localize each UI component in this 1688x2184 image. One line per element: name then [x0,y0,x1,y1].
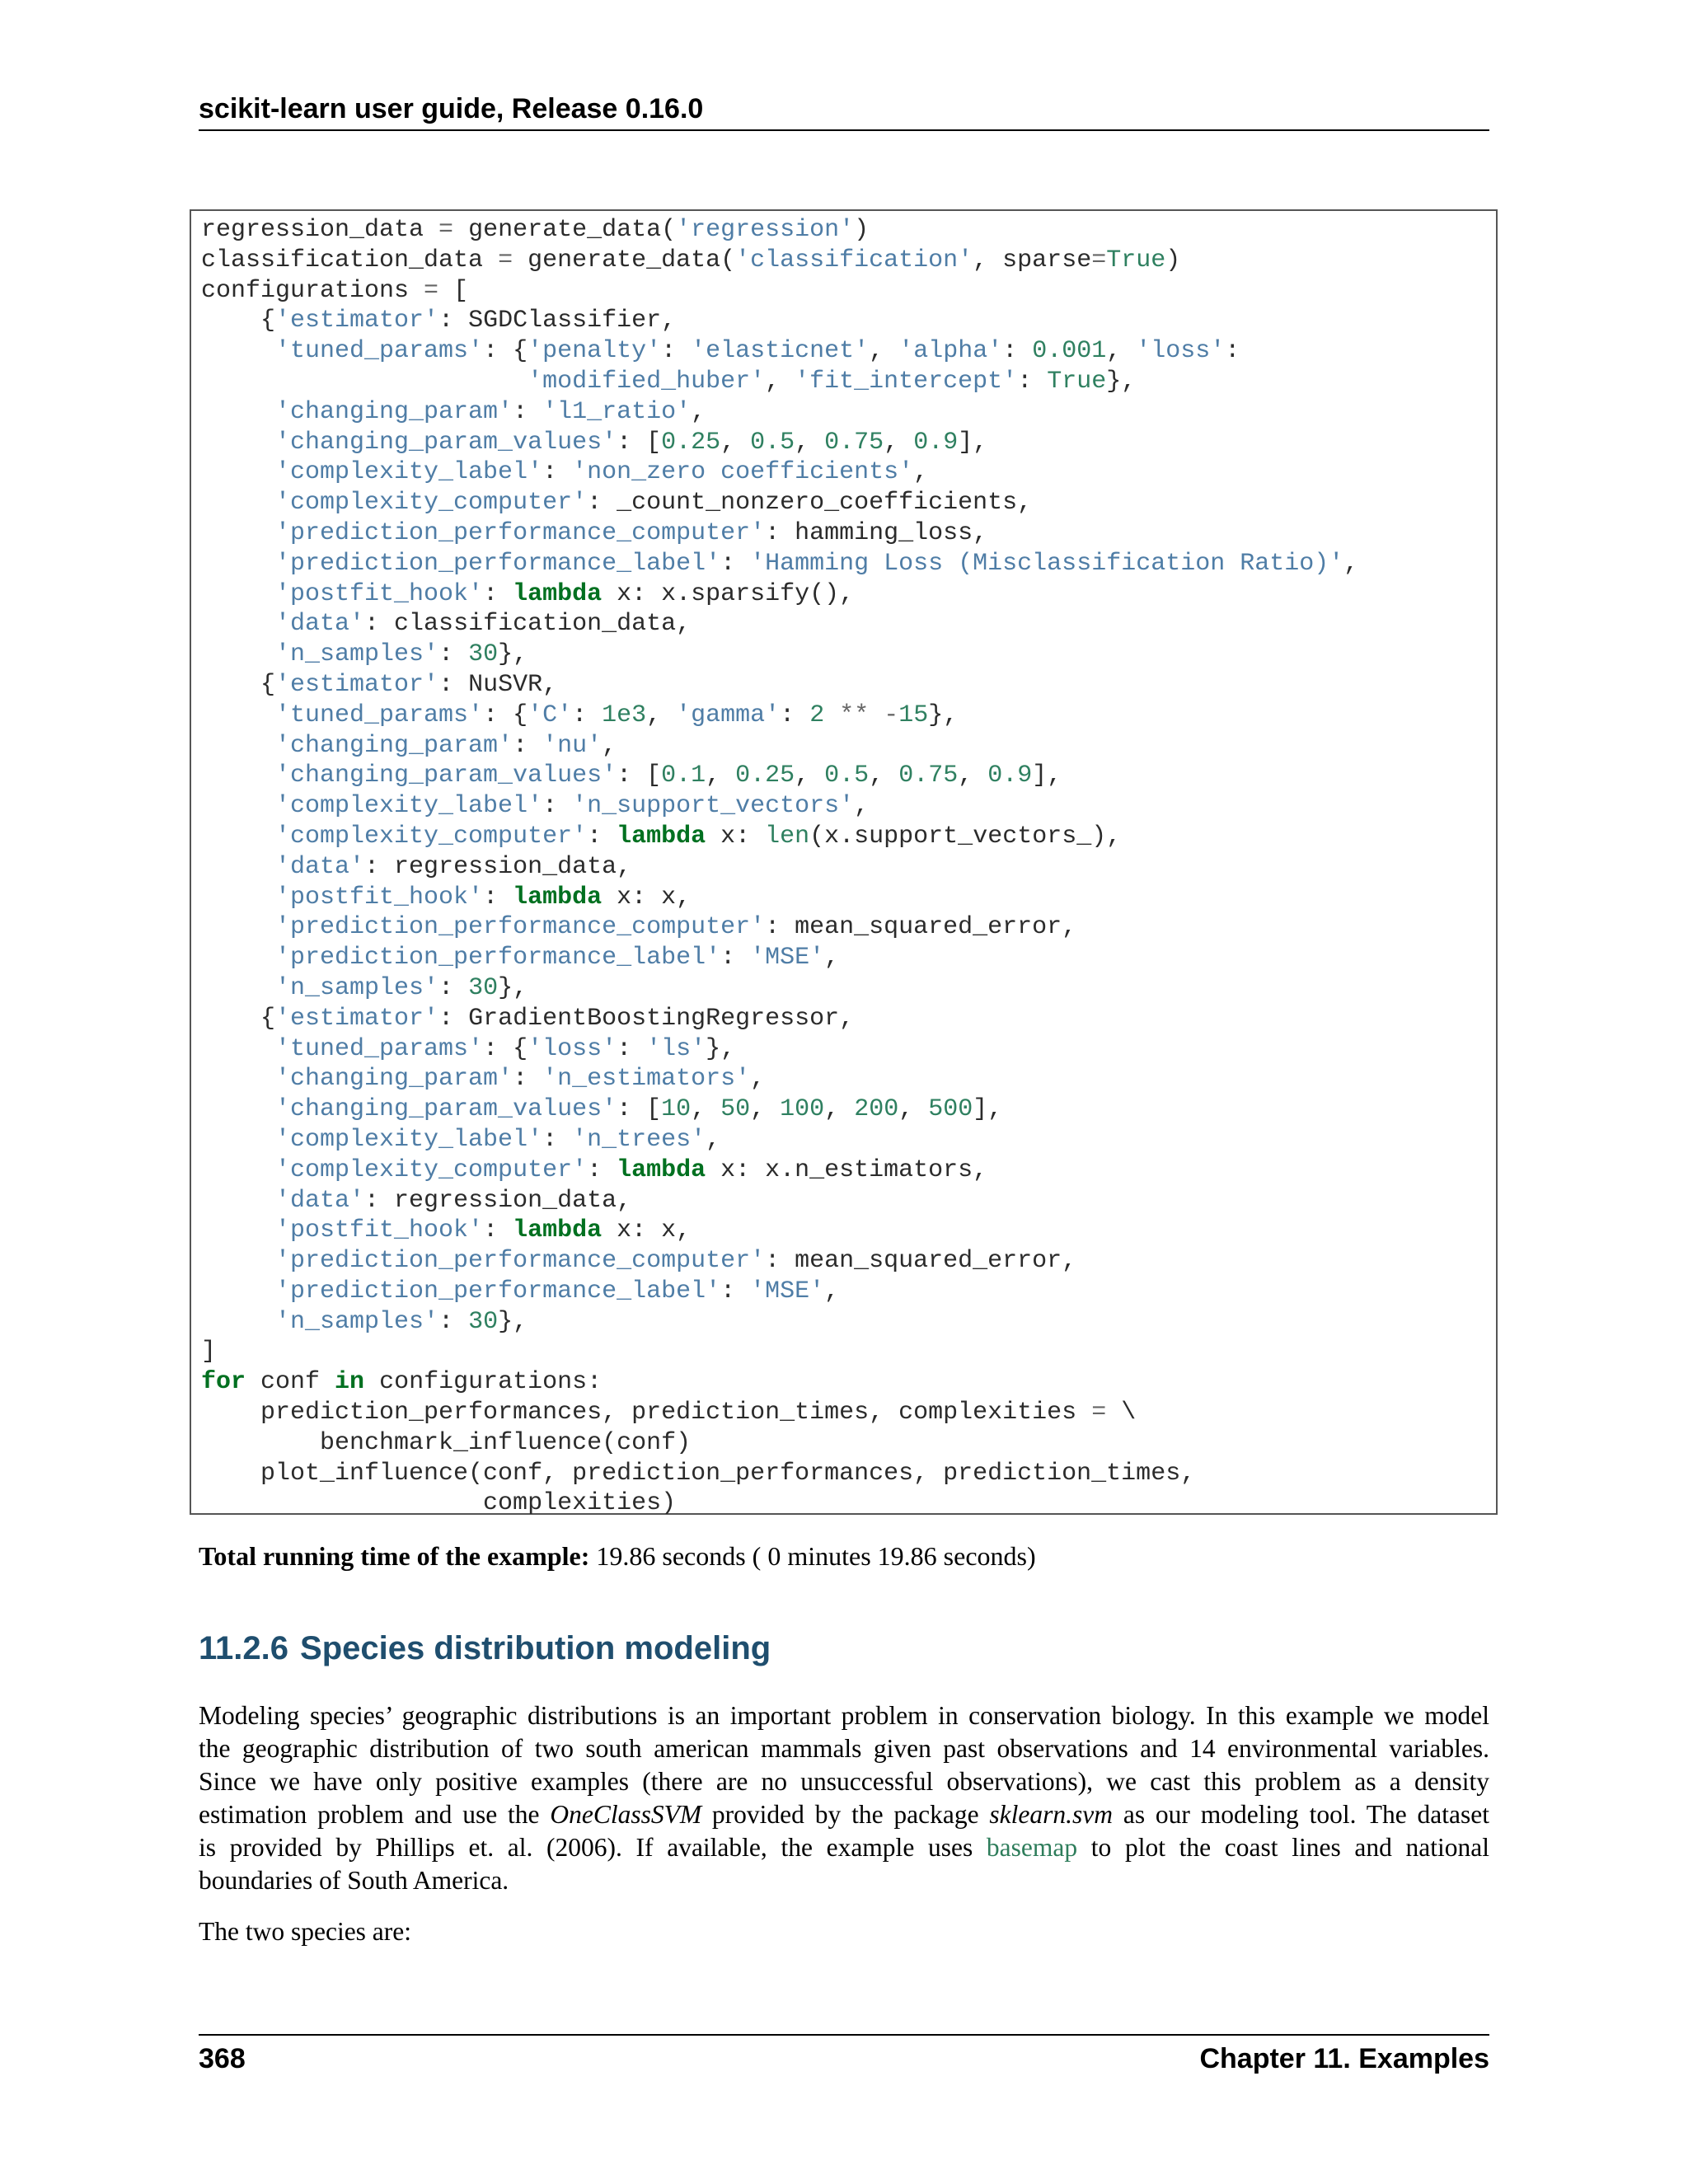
code-token: 'Hamming Loss (Misclassification Ratio)' [750,549,1344,578]
intro-line-5 [199,1831,1489,1864]
code-line [201,1307,1358,1338]
code-token [201,1156,275,1184]
code-token: = [498,246,513,274]
code-token: 'data' [275,610,365,639]
code-token [201,732,275,760]
code-line [201,670,1358,701]
code-token: plot_influence(conf, prediction_performances, prediction_times, [201,1459,1196,1488]
code-token: 'changing_param' [275,397,513,426]
code-token [201,1308,275,1336]
code-token: 500 [928,1095,973,1124]
running-time-paragraph [199,1540,1036,1572]
code-token: : GradientBoostingRegressor, [438,1004,855,1033]
code-token: 0.5 [750,428,795,457]
code-token: 'classification' [735,246,973,274]
code-token: 'fit_intercept' [795,367,1018,396]
code-token: : { [483,701,528,729]
code-token: prediction_performances, prediction_times, complexities [201,1399,1092,1427]
code-token: : [483,579,513,608]
code-token: complexities) [201,1489,677,1518]
code-token: regression_data [201,216,439,244]
header-title: scikit-learn user guide, Release 0.16.0 [199,93,704,124]
code-token: , [720,428,751,457]
code-token: : classification_data, [364,610,692,639]
code-token: : [513,397,543,426]
code-token: 'n_samples' [275,640,439,669]
code-token: { [201,307,276,335]
section-title: Species distribution modeling [300,1630,771,1666]
intro-line-2: the geographic distribution of two south american mammals given past observations and 14 environmental variables. [199,1734,1489,1763]
code-line [201,883,1358,913]
running-time-value: 19.86 seconds ( 0 minutes 19.86 seconds) [589,1541,1036,1571]
code-token: 'MSE' [750,1277,825,1305]
code-token [201,429,275,457]
code-token [201,1035,275,1063]
running-time-label: Total running time of the example: [199,1541,590,1571]
code-token [201,1187,275,1215]
code-token [201,519,275,547]
code-line [201,367,1358,397]
code-token: 'prediction_performance_label' [275,1277,721,1305]
code-token [201,337,275,365]
page-number: 368 [199,2043,246,2074]
code-token: 'data' [275,852,365,881]
code-token: : NuSVR, [438,670,558,699]
code-token: lambda [617,1155,706,1184]
code-line [201,549,1358,579]
code-token [201,1247,275,1275]
intro-line-1: Modeling species’ geographic distributions is an important problem in conservation biology. In this example we model [199,1701,1489,1730]
code-token: \ [1106,1399,1137,1427]
code-token [201,853,275,881]
code-token: 'prediction_performance_computer' [275,518,766,547]
code-token: classification_data [201,246,499,274]
code-token: ], [1032,762,1062,790]
code-token: 'complexity_computer' [275,1155,588,1184]
intro-text-segment: to plot the coast lines and national [1077,1833,1489,1862]
code-token: 'alpha' [898,337,1003,366]
code-token: : { [483,1034,528,1063]
code-token: 'complexity_label' [275,458,543,487]
code-token: : [ [617,428,662,457]
page-footer [199,2041,1489,2077]
code-token: 'prediction_performance_label' [275,944,721,972]
code-line [201,518,1358,549]
code-token: : [513,1065,543,1094]
code-token: x: x.n_estimators, [706,1155,988,1184]
intro-text-segment: is provided by Phillips et. al. (2006). If available, the example uses [199,1833,987,1862]
code-token: 'n_support_vectors' [572,792,855,821]
code-token [201,1095,275,1123]
code-token [201,368,528,396]
code-line [201,1398,1358,1428]
code-line [201,215,1358,246]
code-token: : [542,1125,573,1154]
code-token: : [542,792,573,821]
code-line [201,1034,1358,1065]
footer-divider [199,2034,1489,2036]
code-token: lambda [513,579,603,608]
code-token: , [795,428,825,457]
code-line [201,1428,1358,1459]
code-token: 'loss' [1136,337,1226,366]
code-token: 'ls' [646,1034,706,1063]
code-token: }, [498,1307,528,1336]
code-token: 'tuned_params' [275,701,484,729]
code-token: , [706,762,736,790]
code-token: 30 [468,973,499,1002]
code-token: 30 [468,640,499,669]
code-token: , [602,731,617,760]
code-token: : [617,1034,647,1063]
code-token: : [438,1307,469,1336]
code-token [201,823,275,851]
intro-line-4 [199,1798,1489,1831]
code-token: 'prediction_performance_label' [275,549,721,578]
intro-text-segment: provided by the package [701,1800,990,1829]
code-token: x: x, [602,883,692,912]
code-line [201,1216,1358,1246]
code-token [869,701,884,729]
code-token: (x.support_vectors_), [809,822,1122,851]
code-token: : _count_nonzero_coefficients, [587,489,1033,518]
code-line [201,973,1358,1004]
code-token: }, [1106,367,1137,396]
code-token: 'n_samples' [275,1307,439,1336]
code-token: 'prediction_performance_computer' [275,1247,766,1276]
code-token: 'complexity_computer' [275,489,588,518]
code-token: 'modified_huber' [528,367,766,396]
code-token: 1e3 [602,701,647,729]
code-token: , [884,428,914,457]
code-line [201,457,1358,488]
code-token [201,1277,275,1305]
code-token: 'n_trees' [572,1125,706,1154]
code-token: : hamming_loss, [765,518,988,547]
code-token: , [691,1095,721,1124]
code-token: [ [438,276,469,305]
code-token: 'elasticnet' [691,337,870,366]
code-token: : [661,337,692,366]
species-intro-paragraph [199,1915,1489,1948]
code-token: : [542,458,573,487]
code-token [824,701,839,729]
code-token: lambda [513,1216,603,1245]
code-token [201,883,275,912]
code-block [190,209,1498,1518]
code-token: 'complexity_computer' [275,822,588,851]
code-token: , [646,701,677,729]
code-token: 50 [720,1095,751,1124]
code-token: ** [839,701,870,729]
code-token: : [513,731,543,760]
code-token: 'n_estimators' [542,1065,751,1094]
code-token: 'changing_param_values' [275,1095,617,1124]
code-token: 0.25 [735,762,795,790]
code-line [201,1488,1358,1519]
code-token: }, [706,1034,736,1063]
code-line [201,336,1358,367]
code-token: 'changing_param_values' [275,428,617,457]
code-token: , [958,762,988,790]
code-token: 'complexity_label' [275,1125,543,1154]
code-token: x: x.sparsify(), [602,579,855,608]
code-token: = [1091,246,1107,274]
code-line [201,912,1358,943]
code-token [201,762,275,790]
code-token: 'C' [528,701,573,729]
intro-line-3: Since we have only positive examples (there are no unsuccessful observations), we cast this problem as a density [199,1767,1489,1796]
code-token: 'prediction_performance_computer' [275,913,766,942]
code-token: , [824,944,840,972]
code-line [201,428,1358,458]
code-token: { [201,670,276,699]
code-token [201,458,275,486]
code-token: 'non_zero coefficients' [572,458,914,487]
code-token: 0.75 [824,428,884,457]
code-token: conf [246,1368,335,1397]
intro-text-segment: estimation problem and use the [199,1800,551,1829]
code-token: 100 [780,1095,825,1124]
code-token: { [201,1004,276,1033]
code-token [201,580,275,608]
code-line [201,246,1358,276]
code-token: 'MSE' [750,944,825,972]
code-token: : [572,701,603,729]
intro-paragraph [199,1699,1489,1897]
code-token: , [869,337,899,366]
code-line [201,1277,1358,1307]
code-token: }, [498,640,528,669]
code-token [201,489,275,517]
code-token: : [438,640,469,669]
code-token: ] [201,1338,217,1366]
intro-line-6: boundaries of South America. [199,1866,509,1895]
running-header [199,91,1489,127]
code-token: 'estimator' [275,670,439,699]
code-token: : [780,701,810,729]
code-token [201,610,275,638]
code-token: : [438,973,469,1002]
code-token: lambda [617,822,706,851]
code-line [201,701,1358,731]
code-token [201,398,275,426]
code-token: , [854,792,870,821]
code-token: ], [973,1095,1003,1124]
section-number: 11.2.6 [199,1630,289,1666]
code-token: 'complexity_label' [275,792,543,821]
code-token: }, [498,973,528,1002]
code-token: : [587,822,617,851]
code-token: True [1106,246,1166,274]
code-line [201,731,1358,762]
code-token: 'loss' [528,1034,617,1063]
code-token: , [765,367,795,396]
code-line [201,397,1358,428]
code-token: 'l1_ratio' [542,397,692,426]
code-token: : { [483,337,528,366]
code-token: configurations: [364,1368,603,1397]
code-token: : mean_squared_error, [765,913,1077,942]
code-token: : [483,1216,513,1245]
code-token: : SGDClassifier, [438,307,677,335]
code-token: , [750,1065,766,1094]
code-line [201,276,1358,307]
code-token [201,1126,275,1154]
code-token: : [720,1277,751,1305]
code-line [201,609,1358,640]
code-token: 0.9 [987,762,1033,790]
code-line [201,306,1358,336]
code-token: 'postfit_hook' [275,883,484,912]
code-line [201,943,1358,973]
code-token: 2 [809,701,825,729]
code-token [201,944,275,972]
code-token: 0.9 [913,428,959,457]
code-line [201,1004,1358,1034]
code-token: ) [1165,246,1181,274]
code-token: 'postfit_hook' [275,579,484,608]
code-token: x: x, [602,1216,692,1245]
code-token: ], [958,428,988,457]
code-token: 0.25 [661,428,721,457]
code-token: , [898,1095,929,1124]
code-token: , [706,1125,721,1154]
code-token: configurations [201,276,424,305]
code-line [201,822,1358,852]
code-token: lambda [513,883,603,912]
code-token: : [1017,367,1048,396]
code-line [201,1337,1358,1367]
code-line [201,1367,1358,1398]
code-token: - [884,701,899,729]
code-listing [201,215,1358,1519]
code-line [201,1094,1358,1125]
chapter-label: Chapter 11. Examples [1199,2043,1489,2074]
code-token: 'estimator' [275,307,439,335]
code-token: , sparse [973,246,1092,274]
code-token: 0.5 [824,762,870,790]
code-token: generate_data( [453,216,677,244]
code-token: 'estimator' [275,1004,439,1033]
code-token: = [424,276,439,305]
code-token: 'changing_param' [275,731,513,760]
code-line [201,1125,1358,1155]
code-token: 0.75 [898,762,959,790]
code-token: 'tuned_params' [275,1034,484,1063]
code-token: 'postfit_hook' [275,1216,484,1245]
code-token: , [750,1095,781,1124]
code-token: True [1047,367,1107,396]
sklearn-svm-reference: sklearn.svm [989,1800,1114,1829]
code-token: 200 [854,1095,899,1124]
code-token: : [483,883,513,912]
code-line [201,1459,1358,1489]
basemap-link[interactable]: basemap [986,1833,1078,1862]
code-token: len [765,822,810,851]
code-token: = [438,216,454,244]
code-token: }, [928,701,959,729]
code-token [201,701,275,729]
code-line [201,579,1358,610]
code-token: benchmark_influence(conf) [201,1428,692,1457]
code-token: 0.001 [1032,337,1107,366]
code-token: 'penalty' [528,337,662,366]
code-token: 'nu' [542,731,603,760]
code-token: : [1225,337,1240,366]
code-token: in [335,1368,365,1397]
code-token: 'regression' [676,216,855,244]
code-token: 'tuned_params' [275,337,484,366]
code-token [201,913,275,941]
section-heading [199,1624,771,1673]
code-line [201,852,1358,883]
code-token: 'gamma' [676,701,781,729]
code-token: , [691,397,706,426]
code-token: : [720,944,751,972]
code-token: , [824,1277,840,1305]
code-token: x: [706,822,766,851]
code-token [201,640,275,668]
species-intro-text: The two species are: [199,1917,412,1946]
code-token: generate_data( [513,246,736,274]
code-line [201,791,1358,822]
code-token: for [201,1368,246,1397]
code-token: , [913,458,929,487]
code-token: : [587,1155,617,1184]
code-token: 'changing_param' [275,1065,513,1094]
code-token: : [1002,337,1033,366]
code-token: , [824,1095,855,1124]
code-token: : [ [617,1095,662,1124]
code-token: 10 [661,1095,692,1124]
header-divider [199,129,1489,131]
code-token: : regression_data, [364,852,632,881]
code-line [201,488,1358,518]
oneclasssvm-reference: OneClassSVM [550,1800,702,1829]
code-token: 15 [898,701,929,729]
code-token: ) [854,216,870,244]
code-token: 30 [468,1307,499,1336]
code-line [201,761,1358,791]
code-line [201,640,1358,670]
code-token: : mean_squared_error, [765,1247,1077,1276]
code-token [201,792,275,820]
code-token: 0.1 [661,762,706,790]
code-token: 'n_samples' [275,973,439,1002]
code-token [201,1216,275,1244]
code-line [201,1155,1358,1186]
code-token: : regression_data, [364,1186,632,1215]
code-token: , [795,762,825,790]
code-token: , [869,762,899,790]
code-line [201,1186,1358,1216]
code-token: 'data' [275,1186,365,1215]
code-token [201,974,275,1002]
code-token: = [1091,1399,1107,1427]
code-token [201,550,275,578]
code-token: , [1106,337,1137,366]
code-token: : [ [617,762,662,790]
code-token: , [1343,549,1359,578]
code-line [201,1064,1358,1094]
code-line [201,1246,1358,1277]
code-token: : [720,549,751,578]
code-token: 'changing_param_values' [275,762,617,790]
code-token [201,1065,275,1093]
intro-text-segment: as our modeling tool. The dataset [1113,1800,1489,1829]
